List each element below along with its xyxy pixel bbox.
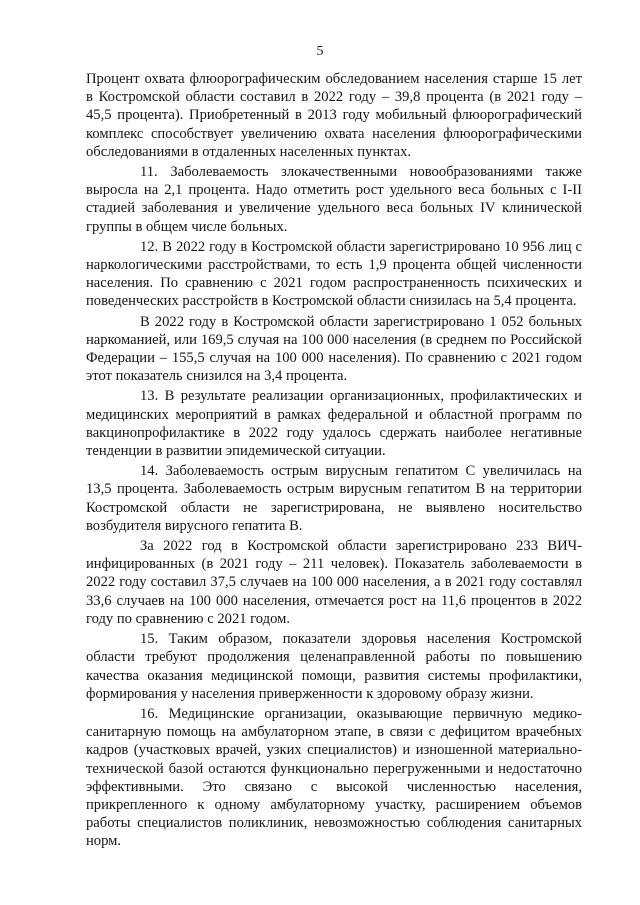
paragraph-11-oncology: 11. Заболеваемость злокачественными новообразованиями также выросла на 2,1 процента. Надо отметить рост удельного веса больных с I-II стадией заболевания и увеличение удельного веса больных IV клинической группы в общем числе больных.: [86, 164, 582, 235]
paragraph-drug-addiction: В 2022 году в Костромской области зарегистрировано 1 052 больных наркоманией, или 169,5 случая на 100 000 населения (в среднем по Российской Федерации – 155,5 случая на 100 000 населения). По сравнению с 2021 годом этот показатель снизился на 3,4 процента.: [86, 313, 582, 385]
page-number: 5: [316, 44, 324, 59]
paragraph-hiv: За 2022 год в Костромской области зарегистрировано 233 ВИЧ-инфицированных (в 2021 году – 211 человек). Показатель заболеваемости в 2022 году составил 37,5 случаев на 100 000 населения, а в 2021 году составлял 33,6 случаев на 100 000 населения, отмечается рост на 11,6 процентов в 2022 году по сравнению с 2021 годом.: [86, 538, 582, 627]
paragraph-15-health-indicators: 15. Таким образом, показатели здоровья населения Костромской области требуют продолжения целенаправленной работы по повышению качества оказания медицинской помощи, развития системы профилактики, формирования у населения приверженности к здоровому образу жизни.: [86, 631, 582, 702]
document-body: [86, 70, 582, 853]
paragraph-14-hepatitis: 14. Заболеваемость острым вирусным гепатитом С увеличилась на 13,5 процента. Заболеваемость острым вирусным гепатитом В на территории Костромской области не зарегистрирована, не выявлено носительство возбудителя вирусного гепатита В.: [86, 463, 582, 534]
paragraph-fluorography: Процент охвата флюорографическим обследованием населения старше 15 лет в Костромской области составил в 2022 году – 39,8 процента (в 2021 году – 45,5 процента). Приобретенный в 2013 году мобильный флюорографический комплекс способствует увеличению охвата населения флюорографическими обследованиями в отдаленных населенных пунктах.: [86, 71, 582, 160]
paragraph-16-medical-organizations: 16. Медицинские организации, оказывающие первичную медико-санитарную помощь на амбулаторном этапе, в связи с дефицитом врачебных кадров (участковых врачей, узких специалистов) и изношенной материально-технической базой остаются функционально перегруженными и недостаточно эффективными. Это связано с высокой численностью населения, прикрепленного к одному амбулаторному участку, расширением объемов работы специалистов поликлиник, невозможностью соблюдения санитарных норм.: [86, 705, 582, 850]
paragraph-12-narcology: 12. В 2022 году в Костромской области зарегистрировано 10 956 лиц с наркологическими расстройствами, то есть 1,9 процента общей численности населения. По сравнению с 2021 годом распространенность психических и поведенческих расстройств в Костромской области снизилась на 5,4 процента.: [86, 238, 582, 310]
paragraph-13-vaccination: 13. В результате реализации организационных, профилактических и медицинских мероприятий в рамках федеральной и областной программ по вакцинопрофилактике в 2022 году удалось сдержать наиболее негативные тенденции в развитии эпидемической ситуации.: [86, 388, 582, 460]
